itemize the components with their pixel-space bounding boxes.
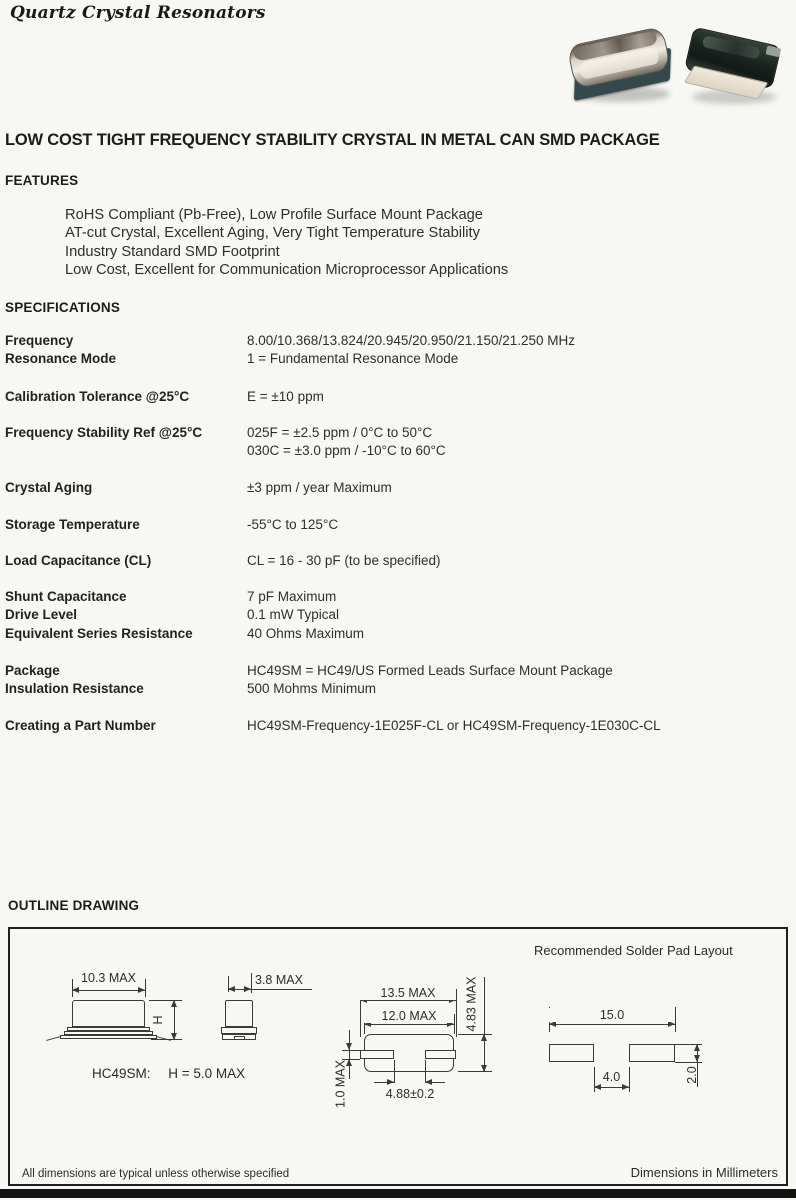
spec-label: Crystal Aging (5, 480, 93, 495)
ext-line (394, 1060, 395, 1083)
spec-value: HC49SM = HC49/US Formed Leads Surface Mount Package (247, 663, 613, 678)
dim-tick (675, 1007, 676, 1032)
dim-line (549, 1024, 675, 1025)
spec-value: 7 pF Maximum (247, 589, 337, 604)
dim-arrow (594, 1084, 601, 1090)
spec-group-electrical (5, 588, 785, 643)
spec-label: Calibration Tolerance @25°C (5, 389, 190, 404)
caption-package: HC49SM: (92, 1066, 151, 1081)
footnote-dimensions-typical: All dimensions are typical unless otherwise specified (22, 1168, 290, 1180)
spec-label: Load Capacitance (CL) (5, 553, 152, 568)
brand-title: Quartz Crystal Resonators (10, 3, 266, 23)
base-layer (60, 1035, 157, 1039)
dim-arrow (171, 1000, 177, 1007)
spec-row-calibration-tolerance (5, 388, 785, 406)
spec-group-frequency-stability (5, 424, 785, 461)
smd-crystal-underside-image (677, 18, 788, 114)
lead-thickness-dim: 1.0 MAX (333, 1060, 348, 1108)
spec-group-aging (5, 479, 785, 497)
dim-arrow (228, 986, 235, 992)
lead-wing (46, 1036, 61, 1041)
spec-row-load-capacitance (5, 552, 785, 570)
dim-arrow (622, 1084, 629, 1090)
solder-pad-right (629, 1044, 675, 1062)
footnote-units: Dimensions in Millimeters (630, 1165, 778, 1180)
dim-line (349, 1030, 350, 1079)
base-layer (221, 1027, 257, 1034)
dim-arrow (481, 1065, 487, 1072)
dim-line (360, 1000, 456, 1001)
bottom-outer-dim: 13.5 MAX (360, 986, 456, 1000)
crystal-photo-top-view (570, 34, 676, 100)
spec-label: Creating a Part Number (5, 718, 156, 733)
ext-line (629, 1067, 630, 1092)
outline-drawing-heading: OUTLINE DRAWING (8, 898, 140, 913)
spec-group-part-number (5, 717, 785, 735)
features-heading: FEATURES (5, 173, 79, 188)
spec-label: Insulation Resistance (5, 681, 144, 697)
spec-value: ±3 ppm / year Maximum (247, 480, 392, 495)
dim-line (72, 990, 145, 991)
ext-line (342, 1050, 360, 1051)
pad-gap-dim: 4.0 (602, 1070, 621, 1084)
spec-row-frequency (5, 332, 785, 350)
ext-line (151, 1039, 182, 1040)
spec-label: Package (5, 663, 60, 678)
spec-label: Drive Level (5, 607, 78, 623)
dim-arrow (481, 1034, 487, 1041)
front-width-dim: 10.3 MAX (81, 971, 136, 985)
spec-value: 025F = ±2.5 ppm / 0°C to 50°C (247, 425, 433, 440)
dim-arrow (387, 1079, 394, 1085)
crystal-photo-bottom-view (684, 28, 780, 104)
dim-tick (454, 1014, 455, 1034)
pad-span-dim: 15.0 (549, 1008, 675, 1022)
dim-tick (456, 989, 457, 1037)
spec-value: 500 Mohms Minimum (247, 681, 377, 697)
dim-tick (145, 979, 146, 997)
spec-group-calibration (5, 388, 785, 406)
lead-gap-dim: 4.88±0.2 (385, 1087, 435, 1101)
dim-arrow (138, 987, 145, 993)
solder-pad-left (549, 1044, 594, 1062)
spec-label (5, 442, 247, 460)
spec-label: Storage Temperature (5, 517, 140, 532)
page-title: LOW COST TIGHT FREQUENCY STABILITY CRYSTAL IN METAL CAN SMD PACKAGE (5, 131, 660, 149)
spec-value: 0.1 mW Typical (247, 607, 340, 623)
spec-label: Shunt Capacitance (5, 589, 127, 604)
feature-item: RoHS Compliant (Pb-Free), Low Profile Surface Mount Package (65, 207, 483, 223)
dim-arrow (72, 987, 79, 993)
spec-row-crystal-aging (5, 479, 785, 497)
dim-tick (251, 973, 252, 993)
spec-group-frequency (5, 332, 785, 369)
caption-height: H = 5.0 MAX (168, 1066, 246, 1081)
bottom-inner-dim: 12.0 MAX (364, 1009, 454, 1023)
spec-row-part-number (5, 717, 785, 735)
front-caption (92, 1066, 245, 1081)
spec-group-storage (5, 516, 785, 534)
spec-row-drive-level (5, 606, 785, 624)
crystal-can-front (72, 1000, 145, 1027)
bottom-height-dim: 4.83 MAX (464, 976, 479, 1032)
spec-value: 1 = Fundamental Resonance Mode (247, 351, 459, 367)
spec-label: Frequency (5, 333, 74, 348)
outline-drawing-box (8, 927, 788, 1186)
spec-row-resonance-mode (5, 350, 785, 368)
base-notch (234, 1036, 245, 1040)
spec-group-load-capacitance (5, 552, 785, 570)
side-width-dim: 3.8 MAX (255, 973, 303, 987)
spec-value: 40 Ohms Maximum (247, 625, 365, 641)
spec-row-storage-temperature (5, 516, 785, 534)
spec-value: 030C = ±3.0 ppm / -10°C to 60°C (247, 443, 446, 459)
spec-label: Equivalent Series Resistance (5, 625, 193, 641)
spec-value: 8.00/10.368/13.824/20.945/20.950/21.150/21.250 MHz (247, 333, 576, 348)
dim-line (484, 977, 485, 1072)
spec-row-package (5, 662, 785, 680)
feature-item: Industry Standard SMD Footprint (65, 243, 280, 260)
spec-group-package (5, 662, 785, 699)
ext-line (149, 1000, 182, 1001)
spec-value: CL = 16 - 30 pF (to be specified) (247, 553, 441, 568)
spec-value: E = ±10 ppm (247, 389, 324, 404)
front-height-dim: H (151, 1015, 165, 1025)
feature-item: AT-cut Crystal, Excellent Aging, Very Tight Temperature Stability (65, 225, 480, 242)
feature-item: Low Cost, Excellent for Communication Microprocessor Applications (65, 261, 509, 278)
spec-row-frequency-stability (5, 424, 785, 442)
spec-row-shunt-capacitance (5, 588, 785, 606)
dim-arrow (425, 1079, 432, 1085)
crystal-can-side (225, 1000, 253, 1027)
features-list (65, 206, 508, 279)
spec-row-frequency-stability-2 (5, 442, 785, 460)
specifications-heading: SPECIFICATIONS (5, 300, 121, 315)
spec-row-insulation-resistance (5, 680, 785, 698)
dim-arrow (346, 1043, 352, 1050)
spec-value: HC49SM-Frequency-1E025F-CL or HC49SM-Frequency-1E030C-CL (247, 718, 661, 733)
leader-line (251, 989, 312, 990)
dim-arrow (171, 1033, 177, 1040)
pad-layout-title: Recommended Solder Pad Layout (534, 943, 733, 958)
spec-label: Frequency Stability Ref @25°C (5, 425, 203, 440)
dim-arrow (244, 986, 251, 992)
spec-value: -55°C to 125°C (247, 517, 339, 532)
footer-bar (0, 1189, 796, 1198)
spec-row-esr (5, 625, 785, 643)
spec-label: Resonance Mode (5, 351, 117, 367)
lead-right (425, 1050, 456, 1059)
lead-left (360, 1050, 394, 1059)
dim-line (364, 1024, 454, 1025)
pad-height-dim: 2.0 (685, 1066, 699, 1084)
